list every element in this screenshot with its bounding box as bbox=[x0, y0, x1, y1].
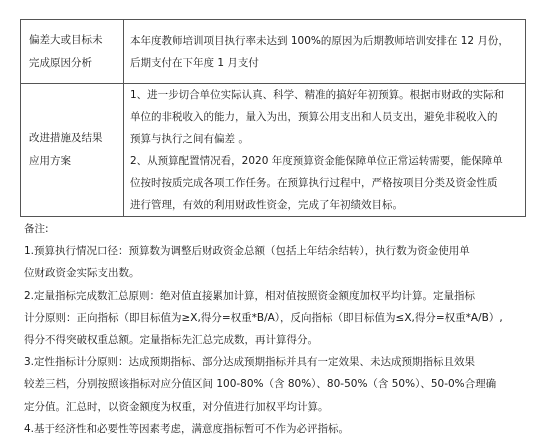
row-content bbox=[124, 20, 526, 84]
table-row bbox=[21, 20, 526, 84]
note-line: 2.定量指标完成数汇总原则：绝对值直接累加计算，相对值按照资金额度加权平均计算。定量指标 bbox=[24, 289, 476, 302]
content-line: 单位的非税收入的能力，量入为出，预算公用支出和人员支出，避免非税收入的 bbox=[130, 111, 498, 123]
row-content bbox=[124, 84, 526, 217]
note-line: 1.预算执行情况口径：预算数为调整后财政资金总额（包括上年结余结转），执行数为资金使用单 bbox=[24, 245, 470, 258]
note-line: 位财政资金实际支出数。 bbox=[24, 267, 140, 280]
note-line: 4.基于经济性和必要性等因素考虑，满意度指标暂可不作为必评指标。 bbox=[24, 422, 350, 435]
notes-heading: 备注: bbox=[24, 223, 49, 235]
notes-section bbox=[24, 218, 524, 440]
note-line: 较差三档，分别按照该指标对应分值区间 100-80%（含 80%）、80-50%（含 50%）、50-0%合理确 bbox=[24, 378, 497, 391]
label-line: 应用方案 bbox=[29, 155, 71, 167]
content-line: 后期支付在下年度 1 月支付 bbox=[130, 56, 259, 69]
label-line: 完成原因分析 bbox=[29, 56, 92, 69]
note-line: 定分值。汇总时，以资金额度为权重，对分值进行加权平均计算。 bbox=[24, 400, 329, 413]
row-label bbox=[21, 20, 124, 84]
content-line: 本年度教师培训项目执行率未达到 100%的原因为后期教师培训安排在 12 月份， bbox=[130, 34, 509, 47]
content-line: 位按时按质完成各项工作任务。在预算执行过程中，严格按项目分类及资金性质 bbox=[130, 177, 498, 189]
note-line: 得分不得突破权重总额。定量指标先汇总完成数，再计算得分。 bbox=[24, 334, 318, 347]
table-row bbox=[21, 84, 526, 217]
label-line: 偏差大或目标未 bbox=[29, 33, 103, 46]
note-line: 计分原则：正向指标（即目标值为≥X,得分=权重*B/A），反向指标（即目标值为≤X,得分=权重*A/B）, bbox=[24, 311, 503, 324]
content-line: 进行管理，有效的利用财政性资金，完成了年初绩效目标。 bbox=[130, 199, 403, 211]
content-line: 2、从预算配置情况看，2020 年度预算资金能保障单位正常运转需要，能保障单 bbox=[130, 155, 503, 167]
label-line: 改进措施及结果 bbox=[29, 132, 103, 144]
content-line: 1、进一步切合单位实际认真、科学、精准的搞好年初预算。根据市财政的实际和 bbox=[130, 89, 505, 101]
content-line: 预算与执行之间有偏差 。 bbox=[130, 133, 249, 145]
note-line: 3.定性指标计分原则：达成预期指标、部分达成预期指标并具有一定效果、未达成预期指标且效果 bbox=[24, 356, 476, 369]
row-label bbox=[21, 84, 124, 217]
performance-table bbox=[20, 19, 526, 217]
